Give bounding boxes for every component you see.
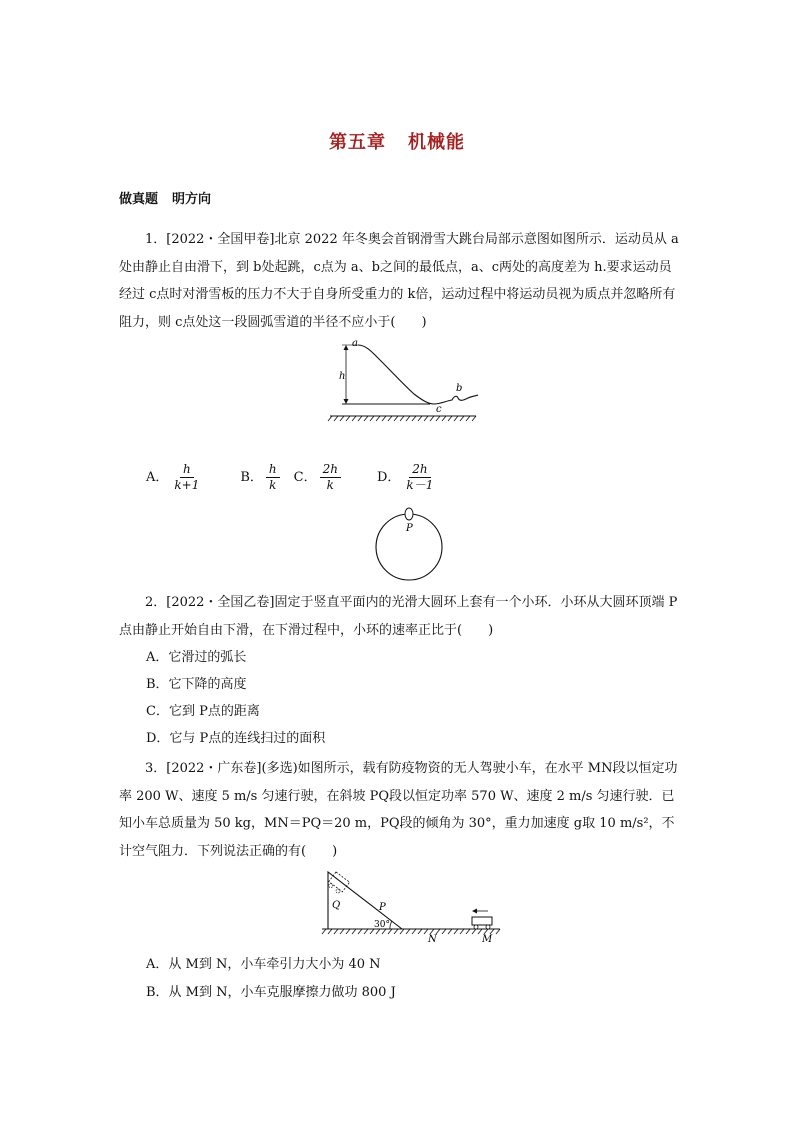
chapter-number: 第五章 [329,132,386,153]
q2-option-c[interactable]: C．它到 P点的距离 [146,704,260,719]
section-heading-right: 明方向 [172,192,212,207]
label-c: c [436,404,442,415]
label-angle: 30° [374,920,390,930]
option-d[interactable]: D． $\frac{2h}{k-1}$ [376,462,434,492]
q3-option-a[interactable]: A．从 M到 N，小车牵引力大小为 40 N [146,957,381,972]
figure-ski-jump [322,338,482,422]
question-1-options [146,462,436,493]
question-3-text [119,755,679,865]
question-2-body: 2．[2022・全国乙卷]固定于竖直平面内的光滑大圆环上套有一个小环．小环从大圆环顶端 P点由静止开始自由下滑，在下滑过程中，小环的速率正比于( ) [119,595,678,638]
label-p: P [406,523,413,534]
option-a[interactable]: A． $\frac{h}{k+1}$ [146,462,200,492]
label-p-slope: P [379,902,386,913]
q2-option-d[interactable]: D．它与 P点的连线扫过的面积 [146,731,326,746]
option-b[interactable]: B． $\frac{h}{k}$ [240,462,279,493]
chapter-name: 机械能 [408,132,465,153]
label-m: M [482,934,493,945]
chapter-title [0,128,794,154]
q2-option-a[interactable]: A．它滑过的弧长 [146,650,247,665]
q3-option-b[interactable]: B．从 M到 N，小车克服摩擦力做功 800 J [146,985,396,1000]
question-3-body: 3．[2022・广东卷](多选)如图所示，载有防疫物资的无人驾驶小车，在水平 MN段以恒定功率 200 W、速度 5 m/s 匀速行驶，在斜坡 PQ段以恒定功率 570 W、速度 2 m/s 匀速行驶．已知小车总质量为 50 kg，MN＝PQ＝20 m，PQ段的倾角为 30°，重力加速度 g取 10 m/s²，不计空气阻力．下列说法正确的有( ) [119,761,678,859]
figure-incline [314,866,504,946]
label-b: b [456,383,463,394]
label-a: a [352,338,358,349]
section-heading [119,188,211,207]
q2-option-b[interactable]: B．它下降的高度 [146,677,247,692]
label-h: h [339,371,346,382]
label-q: Q [332,900,341,911]
question-1-body: 1．[2022・全国甲卷]北京 2022 年冬奥会首钢滑雪大跳台局部示意图如图所示．运动员从 a处由静止自由滑下，到 b处起跳，c点为 a、b之间的最低点，a、c两处的高度差为 h.要求运动员经过 c点时对滑雪板的压力不大于自身所受重力的 k倍，运动过程中将运动员视为质点并忽略所有阻力，则 c点处这一段圆弧雪道的半径不应小于( ) [119,232,679,330]
option-c[interactable]: C． $\frac{2h}{k}$ [294,462,341,493]
question-1-text [119,226,679,336]
label-n: N [428,934,437,945]
figure-ring [372,504,446,584]
section-heading-left: 做真题 [119,192,159,207]
question-2-text [119,589,679,644]
